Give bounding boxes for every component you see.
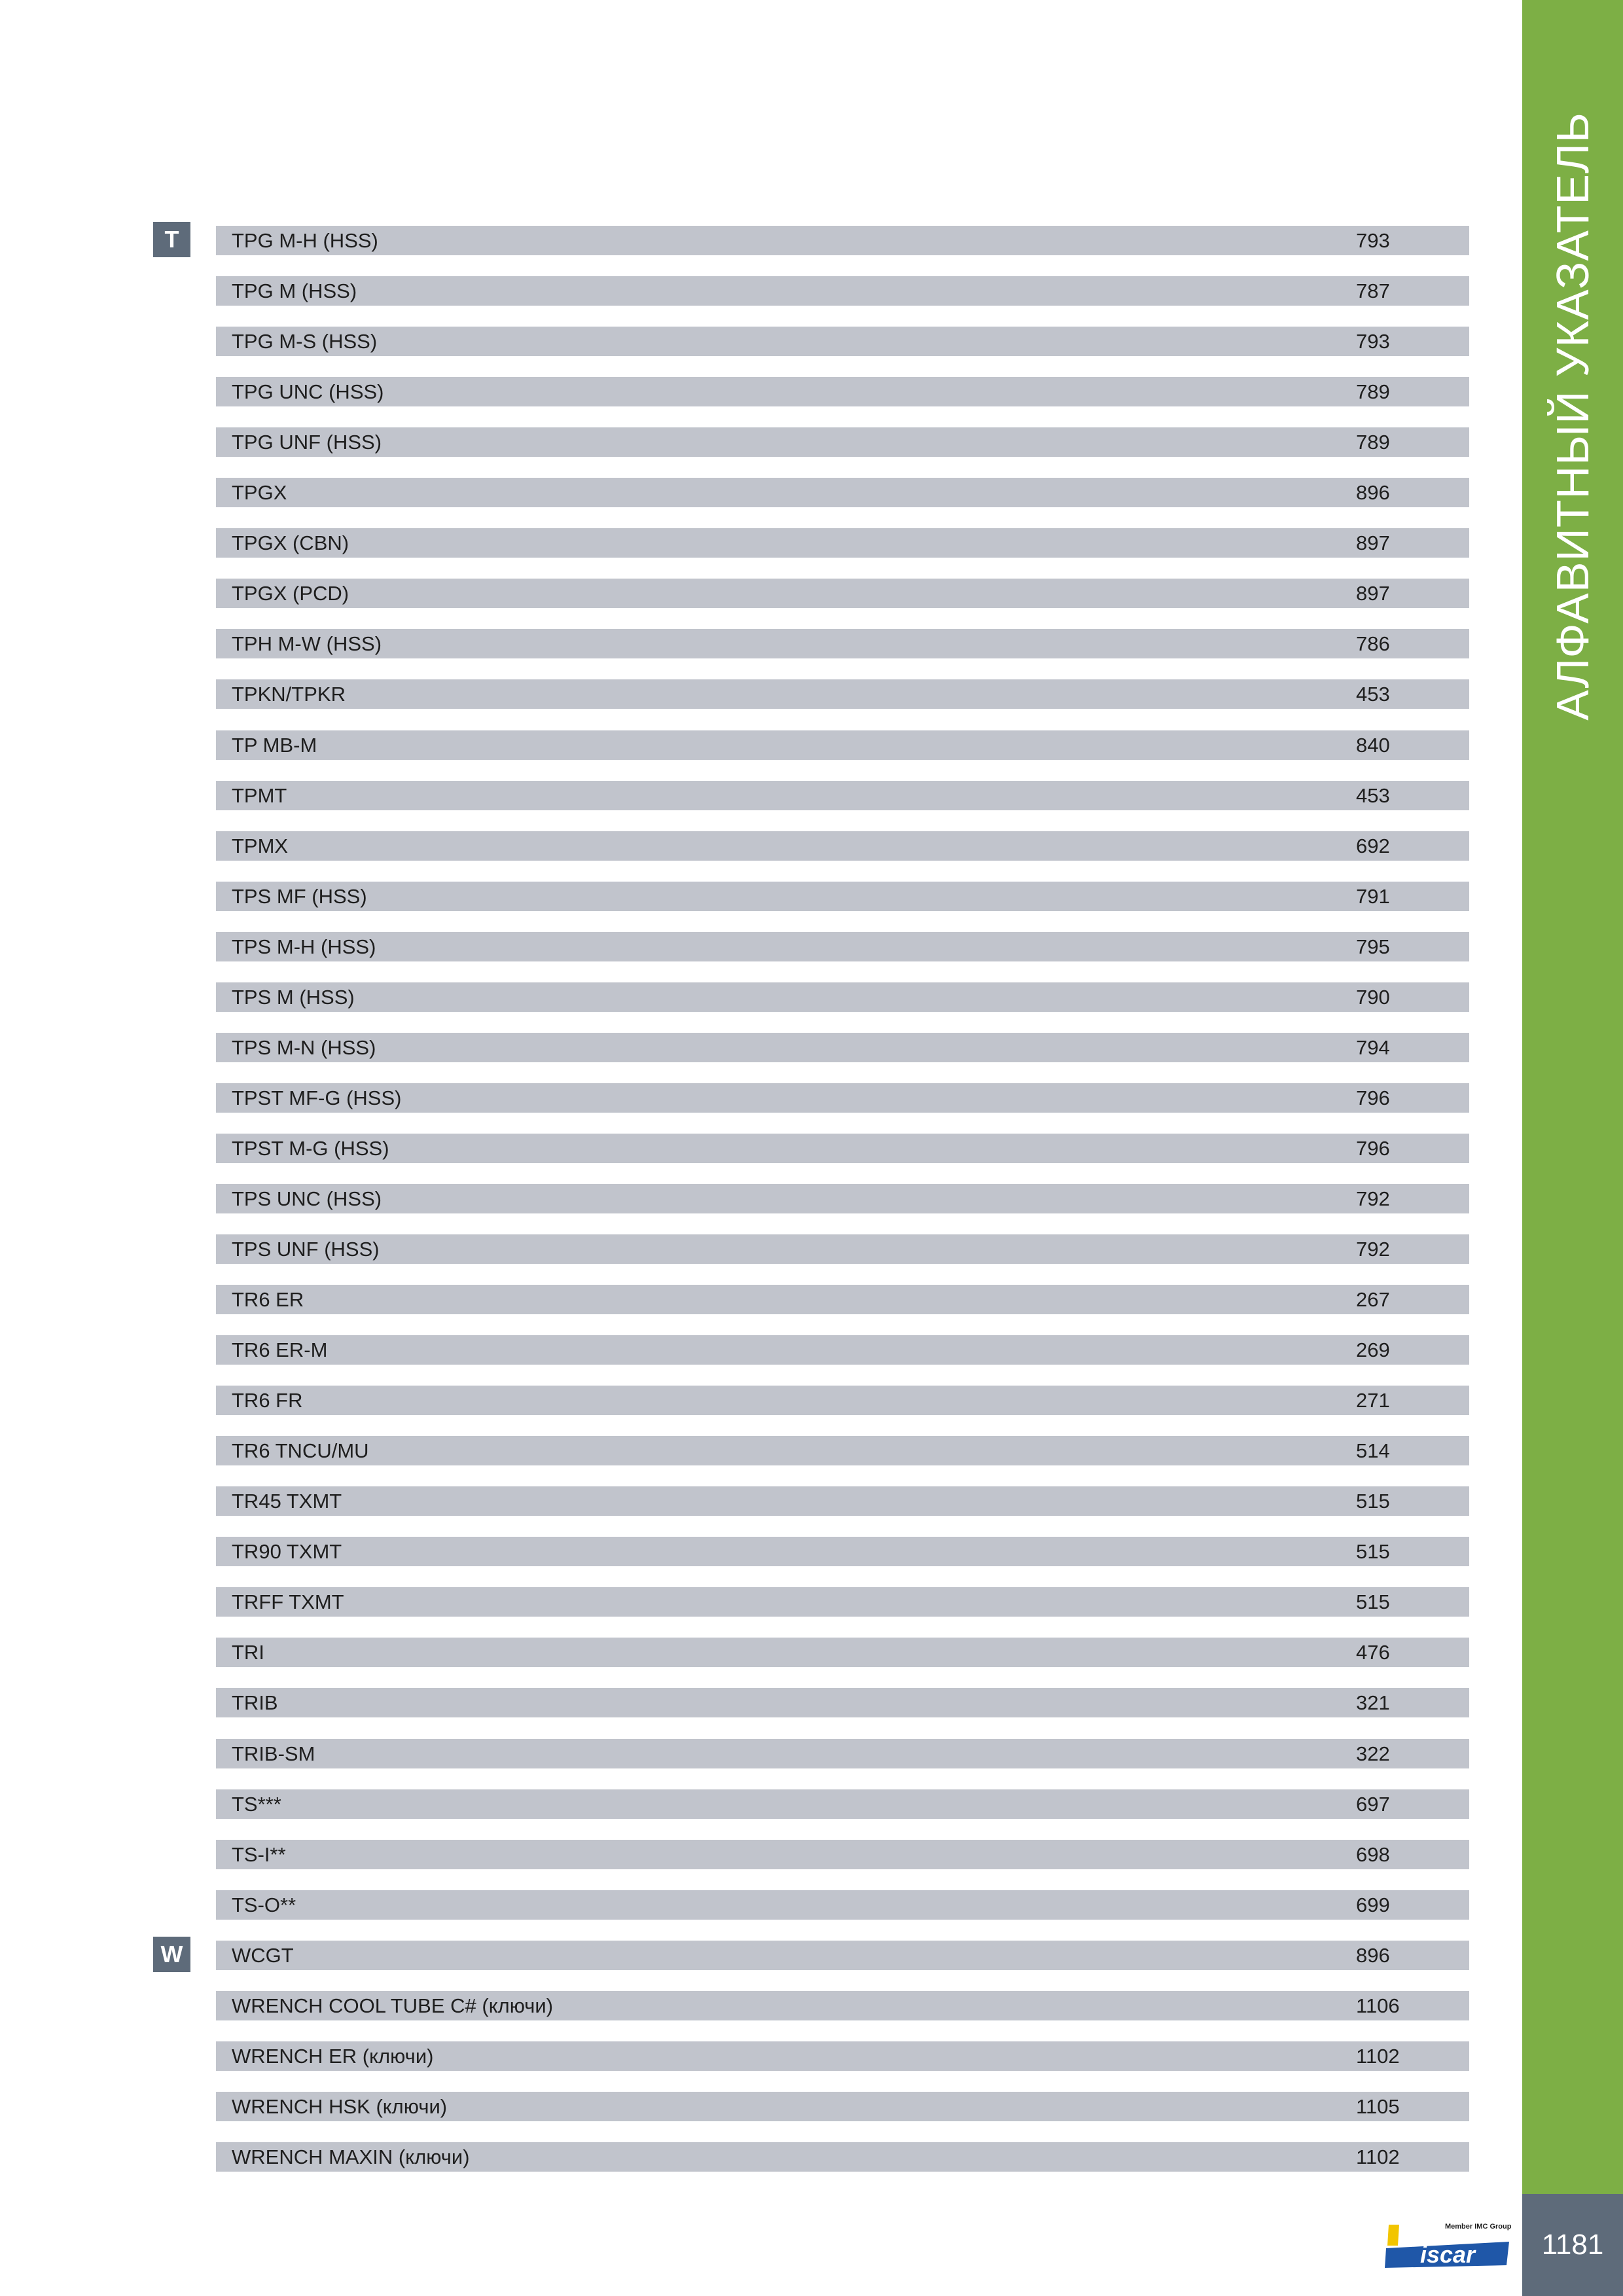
entry-page: 321 [1356,1691,1390,1714]
entry-name: WCGT [232,1944,294,1967]
entry-name: TPS UNC (HSS) [232,1187,382,1210]
logo-brand: iscar [1419,2241,1476,2268]
entry-page: 786 [1356,632,1390,655]
entry-page: 515 [1356,1590,1390,1613]
index-row [216,1033,1469,1062]
entry-page: 698 [1356,1843,1390,1866]
index-row [216,1083,1469,1113]
index-row [216,528,1469,558]
entry-page: 1105 [1356,2095,1400,2118]
index-row [216,1840,1469,1869]
entry-name: TPS M-H (HSS) [232,935,376,958]
entry-page: 792 [1356,1238,1390,1261]
index-row [216,579,1469,608]
index-row [216,2041,1469,2071]
entry-page: 267 [1356,1288,1390,1311]
index-row [216,1234,1469,1264]
entry-name: TPG M (HSS) [232,279,357,302]
entry-name: TS-I** [232,1843,286,1866]
entry-page: 896 [1356,1944,1390,1967]
entry-name: TPST M-G (HSS) [232,1137,389,1160]
index-row [216,679,1469,709]
entry-name: TPS M (HSS) [232,986,355,1009]
entry-page: 787 [1356,279,1390,302]
entry-name: TS-O** [232,1893,296,1916]
entry-name: TPST MF-G (HSS) [232,1086,402,1109]
section-letter: W [153,1937,190,1972]
index-row [216,730,1469,760]
entry-page: 453 [1356,683,1390,706]
entry-page: 699 [1356,1893,1390,1916]
index-row [216,1890,1469,1920]
index-row [216,1436,1469,1465]
entry-name: TR6 ER [232,1288,304,1311]
index-row [216,1335,1469,1365]
iscar-logo [1385,2215,1513,2274]
entry-page: 1106 [1356,1994,1400,2017]
entry-page: 796 [1356,1137,1390,1160]
entry-name: WRENCH MAXIN (ключи) [232,2145,470,2168]
entry-page: 514 [1356,1439,1390,1462]
index-row [216,2092,1469,2121]
index-row [216,781,1469,810]
entry-name: TPG UNF (HSS) [232,431,382,454]
index-row [216,1285,1469,1314]
entry-name: TRIB [232,1691,278,1714]
entry-page: 793 [1356,330,1390,353]
index-row [216,982,1469,1012]
index-row [216,276,1469,306]
entry-page: 792 [1356,1187,1390,1210]
index-row [216,1537,1469,1566]
index-row [216,1941,1469,1970]
entry-name: TR6 ER-M [232,1338,328,1361]
index-row [216,226,1469,255]
entry-name: TPGX [232,481,287,504]
entry-name: TPG M-S (HSS) [232,330,378,353]
logo-tagline: Member IMC Group [1445,2223,1512,2231]
entry-name: TP MB-M [232,734,317,757]
entry-name: TR90 TXMT [232,1540,342,1563]
entry-name: TPMT [232,784,287,807]
sidebar-title: АЛФАВИТНЫЙ УКАЗАТЕЛЬ [1547,112,1598,721]
entry-name: TPGX (PCD) [232,582,349,605]
entry-page: 789 [1356,431,1390,454]
entry-name: TS*** [232,1793,281,1816]
entry-name: TRIB-SM [232,1742,315,1765]
entry-page: 790 [1356,986,1390,1009]
entry-name: TPKN/TPKR [232,683,346,706]
index-row [216,1184,1469,1213]
entry-name: WRENCH COOL TUBE C# (ключи) [232,1994,554,2017]
entry-page: 897 [1356,531,1390,554]
entry-name: TPGX (CBN) [232,531,349,554]
entry-page: 789 [1356,380,1390,403]
entry-name: TPS M-N (HSS) [232,1036,376,1059]
entry-name: TPMX [232,834,289,857]
index-row [216,1638,1469,1667]
index-row [216,882,1469,911]
index-row [216,1587,1469,1617]
entry-page: 476 [1356,1641,1390,1664]
entry-page: 795 [1356,935,1390,958]
page-number: 1181 [1522,2194,1623,2296]
index-row [216,1386,1469,1415]
entry-page: 271 [1356,1389,1390,1412]
entry-page: 515 [1356,1540,1390,1563]
entry-name: WRENCH HSK (ключи) [232,2095,448,2118]
entry-name: TRI [232,1641,264,1664]
entry-name: TPS UNF (HSS) [232,1238,380,1261]
entry-name: TR45 TXMT [232,1490,342,1513]
index-row [216,1134,1469,1163]
index-row [216,629,1469,658]
entry-name: WRENCH ER (ключи) [232,2045,434,2068]
entry-page: 896 [1356,481,1390,504]
entry-page: 791 [1356,885,1390,908]
entry-page: 793 [1356,229,1390,252]
index-row [216,377,1469,406]
entry-page: 269 [1356,1338,1390,1361]
entry-page: 1102 [1356,2045,1400,2068]
entry-name: TPH M-W (HSS) [232,632,382,655]
index-row [216,1991,1469,2020]
entry-name: TR6 TNCU/MU [232,1439,369,1462]
entry-page: 453 [1356,784,1390,807]
entry-page: 692 [1356,834,1390,857]
index-row [216,831,1469,861]
index-row [216,1789,1469,1819]
index-row [216,478,1469,507]
entry-name: TPG M-H (HSS) [232,229,378,252]
entry-name: TPG UNC (HSS) [232,380,384,403]
index-row [216,1739,1469,1768]
logo-swoosh [1387,2225,1399,2246]
entry-page: 515 [1356,1490,1390,1513]
entry-page: 697 [1356,1793,1390,1816]
index-row [216,932,1469,961]
index-row [216,427,1469,457]
entry-name: TPS MF (HSS) [232,885,367,908]
index-row [216,327,1469,356]
entry-page: 794 [1356,1036,1390,1059]
index-row [216,2142,1469,2172]
entry-page: 1102 [1356,2145,1400,2168]
entry-page: 897 [1356,582,1390,605]
section-letter: T [153,222,190,257]
index-row [216,1486,1469,1516]
index-row [216,1688,1469,1717]
entry-name: TRFF TXMT [232,1590,344,1613]
entry-page: 796 [1356,1086,1390,1109]
entry-page: 322 [1356,1742,1390,1765]
entry-page: 840 [1356,734,1390,757]
entry-name: TR6 FR [232,1389,303,1412]
